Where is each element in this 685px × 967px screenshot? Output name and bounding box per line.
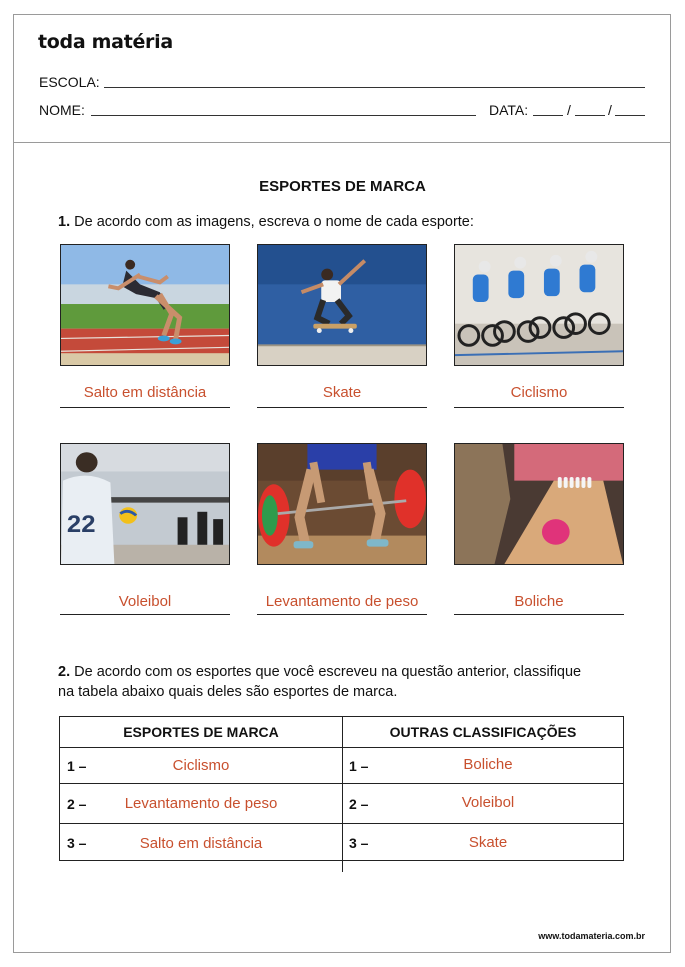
row-number: 2 – [349,796,369,812]
row-number: 1 – [349,758,369,774]
table-cell[interactable]: Boliche [463,756,513,773]
table-header-outras: OUTRAS CLASSIFICAÇÕES [389,724,577,740]
row-number: 1 – [67,758,87,774]
volleyball-photo [60,443,230,565]
row-number: 3 – [349,835,369,851]
answer-text: Ciclismo [510,384,568,401]
answer-text: Salto em distância [83,384,207,401]
table-cell[interactable]: Levantamento de peso [124,795,278,812]
name-field[interactable] [91,115,476,116]
question-number: 2. [58,664,71,680]
table-cell[interactable]: Ciclismo [172,757,230,774]
table-cell[interactable]: Salto em distância [139,835,263,852]
school-label: ESCOLA: [39,74,100,90]
row-number: 3 – [67,835,87,851]
question-2 [58,662,638,702]
question-text: De acordo com as imagens, escreva o nome de cada esporte: [74,214,474,230]
question-1 [58,212,638,232]
table-divider [342,717,343,872]
date-slash: / [567,102,571,118]
date-slash: / [608,102,612,118]
answer-line[interactable] [60,614,230,615]
cycling-photo [454,244,624,366]
question-text: na tabela abaixo quais deles são esportes de marca. [58,684,398,700]
bowling-photo [454,443,624,565]
question-number: 1. [58,214,71,230]
question-text: De acordo com os esportes que você escreveu na questão anterior, classifique [74,664,582,680]
answer-line[interactable] [60,407,230,408]
weightlifting-photo [257,443,427,565]
table-divider [60,747,623,748]
answer-line[interactable] [257,614,427,615]
date-year-field[interactable] [615,115,645,116]
table-divider [60,823,623,824]
name-label: NOME: [39,102,85,118]
skateboard-photo [257,244,427,366]
header-divider [13,142,671,143]
date-day-field[interactable] [533,115,563,116]
page-title: ESPORTES DE MARCA [259,178,426,195]
answer-line[interactable] [454,614,624,615]
answer-text: Voleibol [118,593,172,610]
table-header-marca: ESPORTES DE MARCA [123,724,279,740]
row-number: 2 – [67,796,87,812]
long-jump-photo [60,244,230,366]
school-field[interactable] [104,87,645,88]
table-divider [60,783,623,784]
answer-text: Skate [322,384,362,401]
answer-text: Boliche [514,593,564,610]
classification-table [59,716,624,861]
answer-text: Levantamento de peso [265,593,419,610]
footer-url: www.todamateria.com.br [538,931,645,941]
answer-line[interactable] [257,407,427,408]
table-cell[interactable]: Skate [468,834,508,851]
table-cell[interactable]: Voleibol [461,794,515,811]
answer-line[interactable] [454,407,624,408]
date-label: DATA: [489,102,529,118]
logo: toda matéria [38,31,173,53]
svg-text:22: 22 [66,511,96,538]
date-month-field[interactable] [575,115,605,116]
